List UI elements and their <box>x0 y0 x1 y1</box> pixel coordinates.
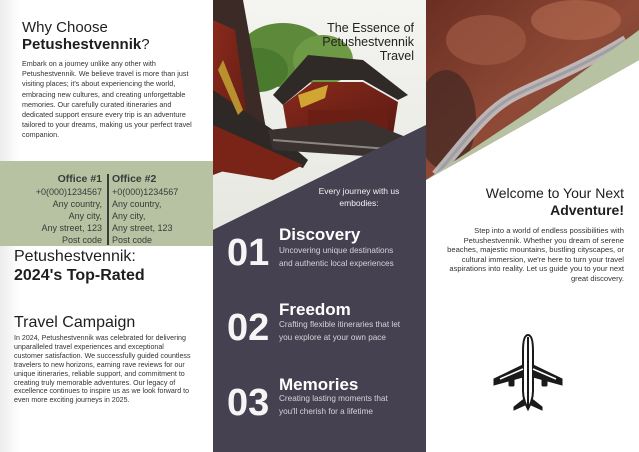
office-postcode: Post code <box>61 235 102 245</box>
office-city: Any city, <box>68 211 102 221</box>
heading-question-mark: ? <box>141 36 150 53</box>
essence-title: The Essence of Petushestvennik Travel <box>322 21 414 63</box>
office-phone: +0(000)1234567 <box>112 187 179 197</box>
middle-panel <box>213 0 426 452</box>
brand-name: Petushestvennik <box>22 36 142 53</box>
campaign-heading-line1: Petushestvennik: <box>14 248 136 265</box>
office-phone: +0(000)1234567 <box>35 187 102 197</box>
feature-number: 02 <box>227 307 270 349</box>
campaign-heading-line3: Travel Campaign <box>14 314 136 331</box>
feature-description: Creating lasting moments that you'll cherish for a lifetime <box>279 394 388 416</box>
office-title: Office #2 <box>112 173 157 185</box>
welcome-body: Step into a world of endless possibilities with Petushestvennik. Whether you dream of serene beaches, majestic mountains, bustling cityscapes, or cultural immersion, we're here to turn your travel aspirations into reality. Let us guide you to your next great discovery. <box>447 226 624 283</box>
canyon-photo <box>426 0 639 185</box>
welcome-heading-line1: Welcome to Your Next <box>485 185 624 201</box>
office-country: Any country, <box>112 199 162 209</box>
campaign-heading-line2: 2024's Top-Rated <box>14 267 145 284</box>
feature-number: 03 <box>227 382 270 424</box>
features-intro: Every journey with us embodies: <box>318 186 400 208</box>
office-country: Any country, <box>52 199 102 209</box>
office-2 <box>112 173 198 246</box>
office-postcode: Post code <box>112 235 153 245</box>
campaign-body: In 2024, Petushestvennik was celebrated for delivering unparalleled travel experiences and exceptional customer satisfaction. We successfully guided countless travelers to new horizons, earning rave reviews for our unique itineraries, reliable support, and commitment to creating truly memorable adventures. Our legacy of excellence continues to inspire us as we look forward to even more exciting journeys in 2025. <box>14 334 191 405</box>
office-street: Any street, 123 <box>112 223 173 233</box>
office-title: Office #1 <box>57 173 102 185</box>
welcome-heading-line2: Adventure! <box>550 202 624 218</box>
feature-title: Freedom <box>279 300 351 319</box>
why-choose-body: Embark on a journey unlike any other with Petushestvennik. We believe travel is more than just visiting places; it's about experiencing the world, embracing new cultures, and creating unforgettable memories. Our carefully curated itineraries and dedicated support ensure every trip is an adventure tailored to your dreams, making us your perfect travel companion. <box>22 59 192 140</box>
office-1 <box>16 173 102 246</box>
office-street: Any street, 123 <box>41 223 102 233</box>
feature-number: 01 <box>227 232 270 274</box>
why-choose-brand <box>22 36 150 54</box>
why-choose-heading: Why Choose <box>22 19 108 36</box>
office-divider <box>107 174 109 245</box>
feature-description: Uncovering unique destinations and authentic local experiences <box>279 246 394 268</box>
feature-title: Memories <box>279 375 359 394</box>
feature-description: Crafting flexible itineraries that let you explore at your own pace <box>279 320 401 342</box>
feature-title: Discovery <box>279 225 361 244</box>
airplane-icon <box>492 333 564 413</box>
right-panel <box>426 0 639 452</box>
left-panel <box>0 0 213 452</box>
office-city: Any city, <box>112 211 146 221</box>
